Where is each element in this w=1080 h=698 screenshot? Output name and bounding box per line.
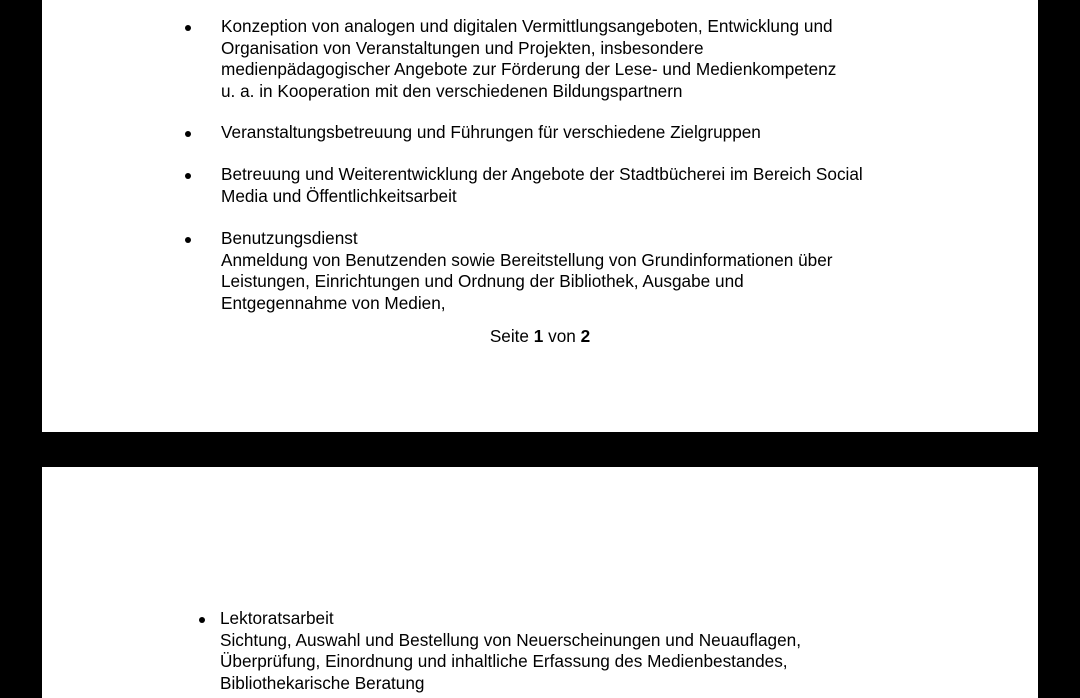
bullet-point (185, 25, 191, 31)
text-line: Konzeption von analogen und digitalen Vermittlungsangeboten, Entwicklung und (221, 16, 833, 36)
page-of-label: von (548, 326, 576, 346)
document-page-2 (42, 467, 1038, 698)
text-line: Betreuung und Weiterentwicklung der Angebote der Stadtbücherei im Bereich Social (221, 164, 863, 184)
list-item-text (220, 608, 801, 694)
list-item-text (221, 228, 833, 314)
list-item-text (221, 122, 761, 144)
text-line: Entgegennahme von Medien, (221, 292, 446, 313)
text-line: Benutzungsdienst (221, 228, 358, 248)
page-number-footer (42, 326, 1038, 348)
text-line: Leistungen, Einrichtungen und Ordnung der Bibliothek, Ausgabe und (221, 271, 744, 291)
total-pages-number: 2 (580, 326, 591, 346)
list-item-text (221, 164, 863, 207)
text-line: Anmeldung von Benutzenden sowie Bereitstellung von Grundinformationen über (221, 249, 833, 270)
text-line: Bibliothekarische Beratung (220, 672, 425, 693)
text-line: Media und Öffentlichkeitsarbeit (221, 185, 457, 206)
text-line: u. a. in Kooperation mit den verschiedenen Bildungspartnern (221, 80, 683, 101)
bullet-point (199, 617, 205, 623)
bullet-point (185, 131, 191, 137)
document-page-1 (42, 0, 1038, 432)
page-label: Seite (489, 326, 529, 346)
current-page-number: 1 (533, 326, 544, 346)
text-line: medienpädagogischer Angebote zur Förderung der Lese- und Medienkompetenz (221, 59, 837, 79)
text-line: Lektoratsarbeit (220, 608, 334, 628)
bullet-point (185, 237, 191, 243)
bullet-point (185, 173, 191, 179)
text-line: Organisation von Veranstaltungen und Projekten, insbesondere (221, 37, 704, 58)
text-line: Sichtung, Auswahl und Bestellung von Neuerscheinungen und Neuauflagen, (220, 629, 801, 650)
text-line: Überprüfung, Einordnung und inhaltliche Erfassung des Medienbestandes, (220, 651, 788, 671)
list-item-text (221, 16, 836, 102)
text-line: Veranstaltungsbetreuung und Führungen für verschiedene Zielgruppen (221, 122, 761, 142)
